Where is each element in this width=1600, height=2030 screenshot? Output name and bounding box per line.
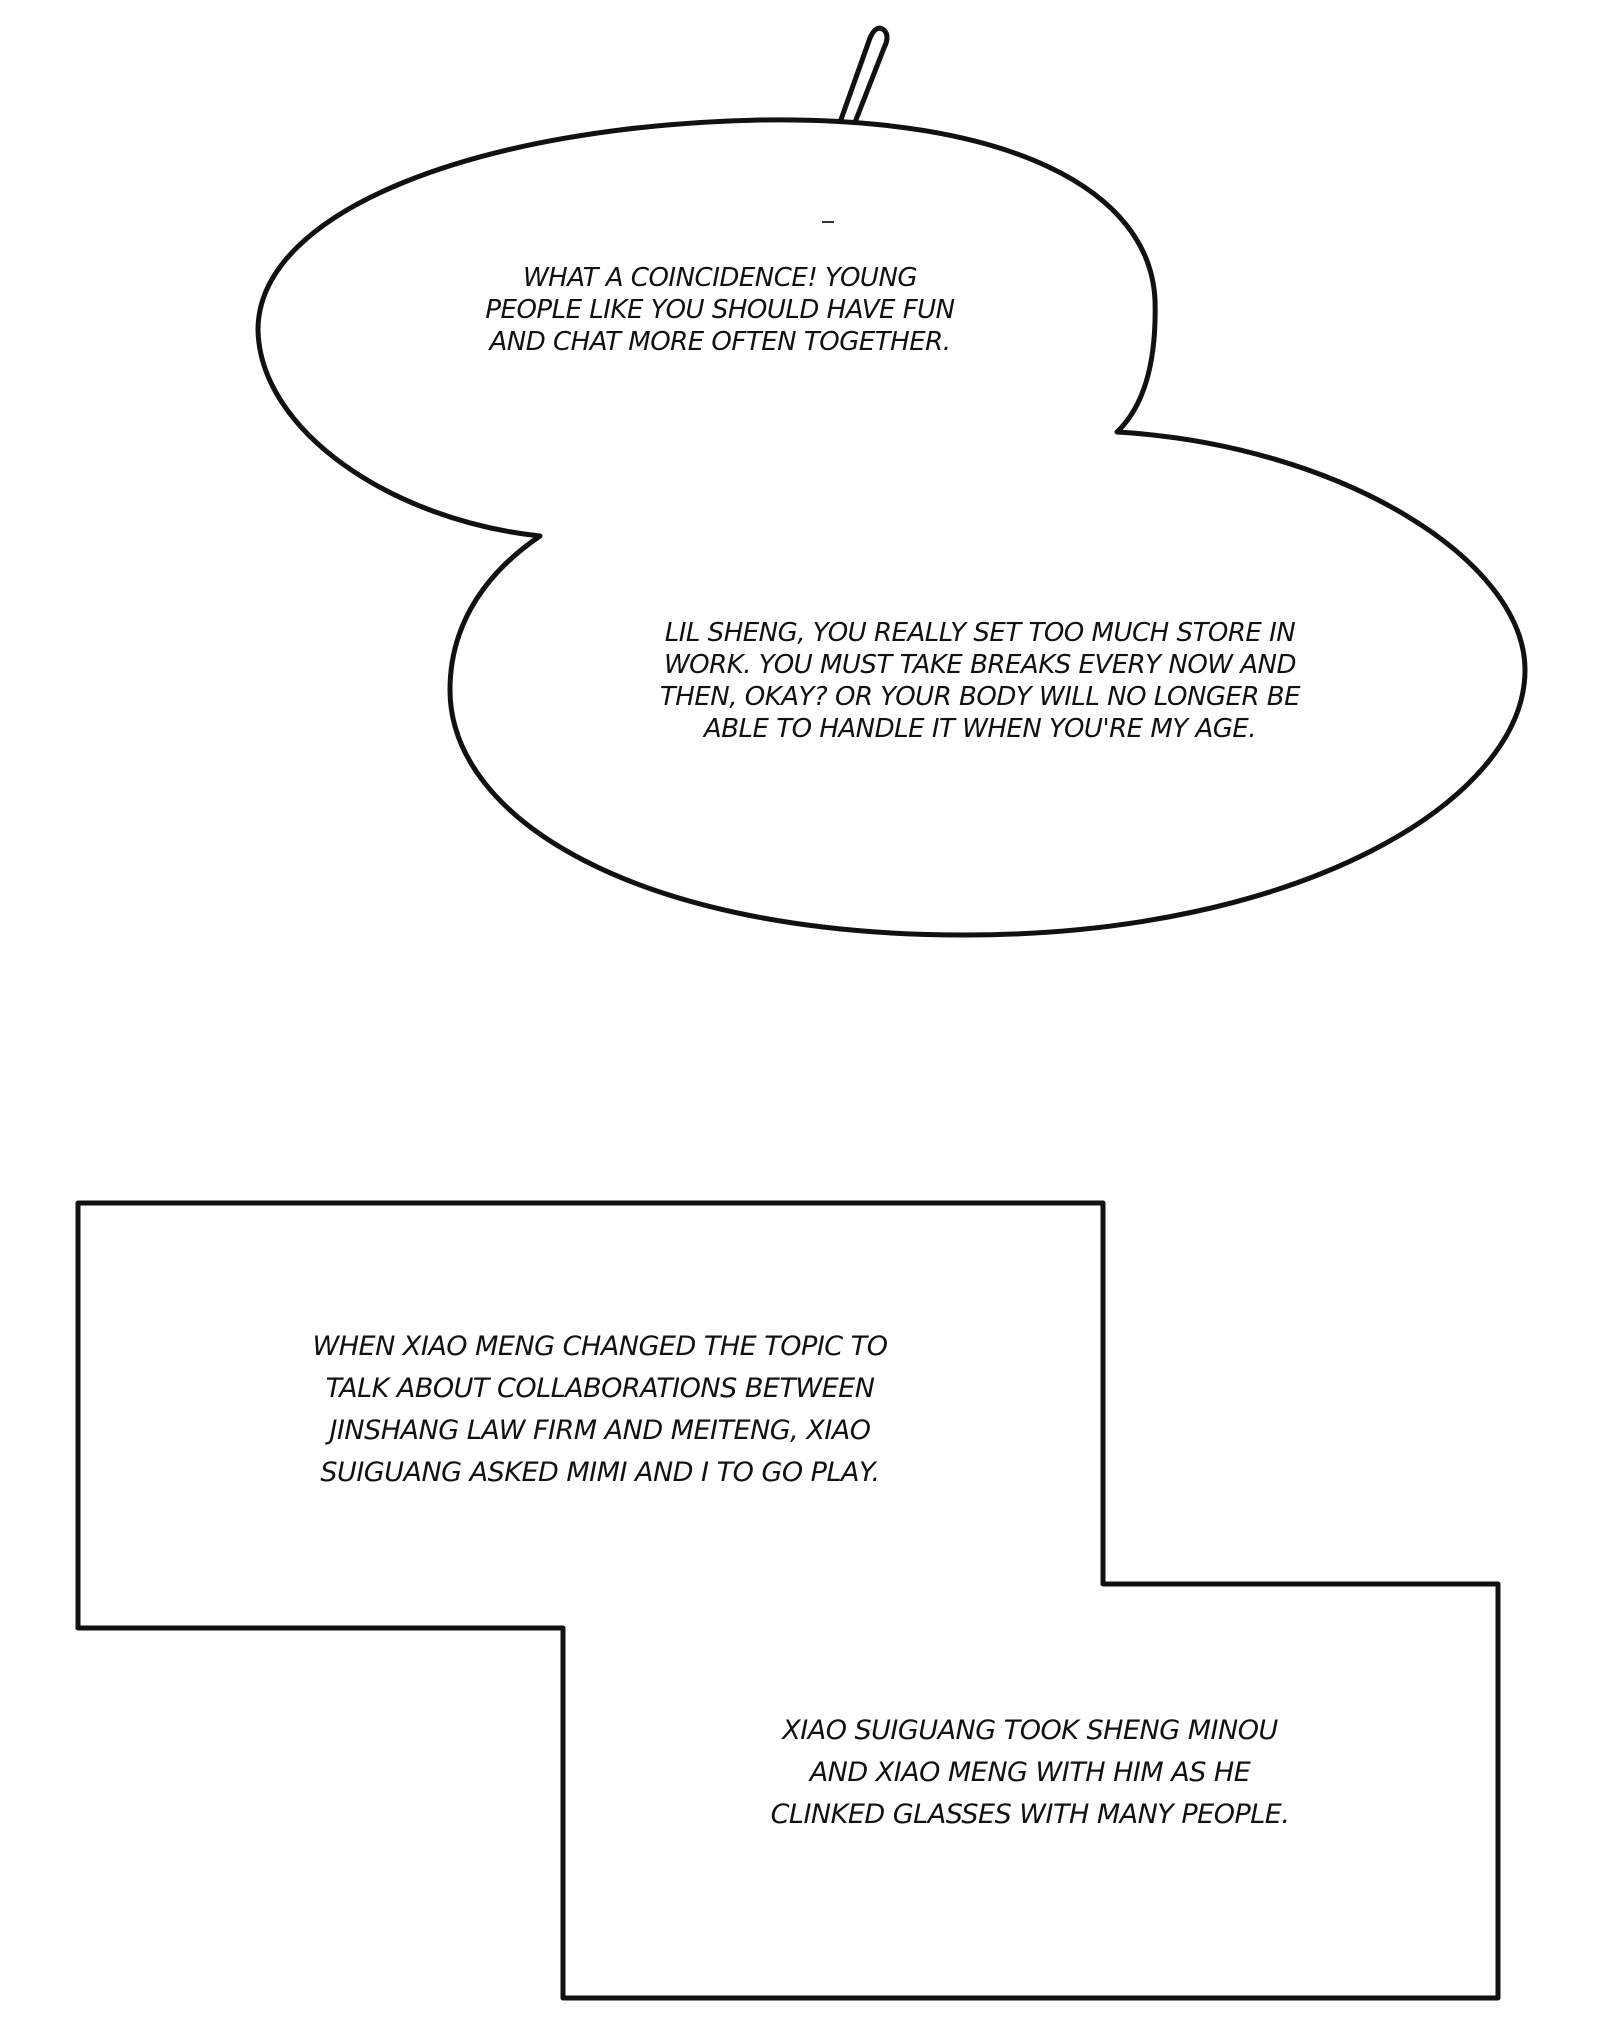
speech-line: LIL SHENG, YOU REALLY SET TOO MUCH STORE IN <box>664 618 1296 648</box>
speech-bubble <box>258 120 1525 935</box>
narration-line: CLINKED GLASSES WITH MANY PEOPLE. <box>770 1799 1290 1830</box>
speech-line: WHAT A COINCIDENCE! YOUNG <box>522 263 918 293</box>
speech-line: PEOPLE LIKE YOU SHOULD HAVE FUN <box>485 295 955 325</box>
speech-bubble-tail <box>838 28 887 130</box>
speech-line: AND CHAT MORE OFTEN TOGETHER. <box>489 327 951 357</box>
speech-line: THEN, OKAY? OR YOUR BODY WILL NO LONGER BE <box>659 682 1301 712</box>
narration-line: JINSHANG LAW FIRM AND MEITENG, XIAO <box>329 1415 871 1446</box>
narration-text-1 <box>270 1326 930 1494</box>
narration-line: TALK ABOUT COLLABORATIONS BETWEEN <box>325 1373 875 1404</box>
narration-line: AND XIAO MENG WITH HIM AS HE <box>809 1757 1251 1788</box>
narration-line: SUIGUANG ASKED MIMI AND I TO GO PLAY. <box>320 1457 880 1488</box>
speech-line: ABLE TO HANDLE IT WHEN YOU'RE MY AGE. <box>703 714 1257 744</box>
speech-bubble-text-2 <box>610 617 1350 745</box>
speech-bubble-text-1 <box>420 262 1020 358</box>
narration-line: XIAO SUIGUANG TOOK SHENG MINOU <box>782 1715 1278 1746</box>
narration-line: WHEN XIAO MENG CHANGED THE TOPIC TO <box>312 1331 888 1362</box>
narration-text-2 <box>720 1710 1340 1836</box>
narration-box-frame <box>78 1203 1498 1998</box>
speech-line: WORK. YOU MUST TAKE BREAKS EVERY NOW AND <box>663 650 1297 680</box>
